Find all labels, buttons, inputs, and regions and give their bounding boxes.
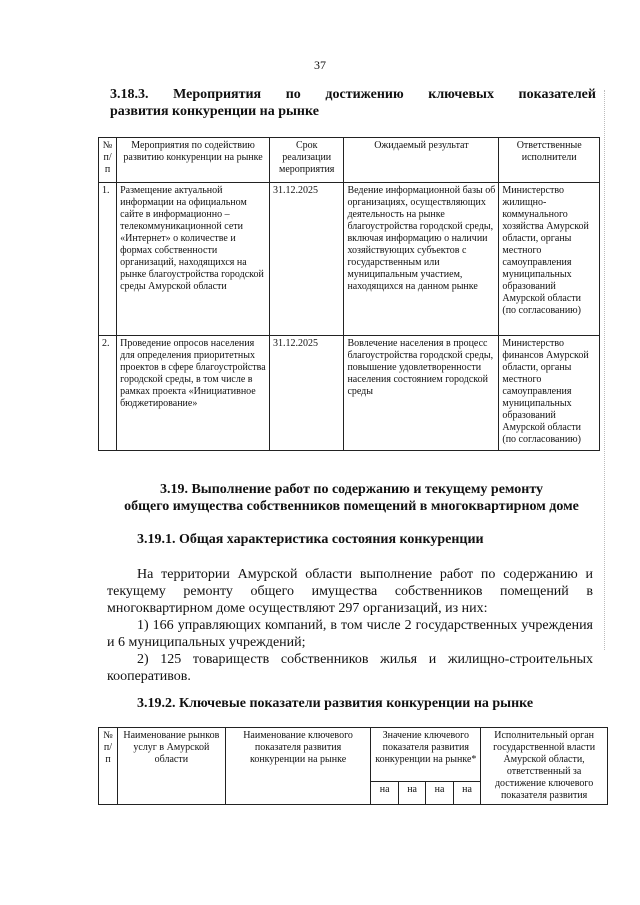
deadline-cell: 31.12.2025 [270, 183, 344, 336]
table-row [99, 183, 600, 336]
indicators-table [98, 727, 608, 805]
row-number: 1. [99, 183, 117, 336]
measure-cell: Размещение актуальной информации на официальном сайте в информационно – телекоммуникационной сети «Интернет» о количестве и формах собственности организаций, находящихся на рынке благоустройства городской среды Амурской области [117, 183, 270, 336]
header-cell: № п/п [99, 138, 117, 183]
heading-line-1: 3.19. Выполнение работ по содержанию и текущему ремонту [159, 482, 544, 497]
heading-word: ключевых [428, 87, 494, 102]
scan-edge-mark [604, 90, 606, 650]
heading-word: Мероприятия [173, 87, 262, 102]
result-cell: Ведение информационной базы об организациях, осуществляющих деятельность на рынке благоустройства городской среды, включая информацию о наличии хозяйствующих субъектов с государственным или муниципальным участием, находящихся на данном рынке [344, 183, 499, 336]
measures-table [98, 137, 600, 451]
header-cell: Значение ключевого показателя развития конкуренции на рынке* [371, 728, 481, 782]
table-header-row [99, 728, 608, 782]
heading-word: показателей [518, 87, 596, 102]
responsible-cell: Министерство финансов Амурской области, органы местного самоуправления муниципальных образований Амурской области (по согласованию) [499, 336, 600, 451]
section-3-19-heading [107, 481, 596, 515]
table-header-row [99, 138, 600, 183]
heading-word: достижению [325, 87, 404, 102]
heading-word: по [285, 87, 301, 102]
section-3-19-1-heading: 3.19.1. Общая характеристика состояния конкуренции [137, 532, 484, 547]
deadline-cell: 31.12.2025 [270, 336, 344, 451]
result-cell: Вовлечение населения в процесс благоустройства городской среды, повышение удовлетворенности населения состоянием городской среды [344, 336, 499, 451]
header-cell: Наименование рынков услуг в Амурской области [118, 728, 226, 805]
subheader-cell: на [398, 782, 425, 805]
section-number: 3.18.3. [110, 87, 149, 102]
paragraph: На территории Амурской области выполнение работ по содержанию и текущему ремонту общего имущества собственников помещений в многоквартирном доме осуществляют 297 организаций, из них: [107, 567, 593, 616]
subheader-cell: на [453, 782, 480, 805]
section-3-18-3-heading [110, 86, 596, 120]
measure-cell: Проведение опросов населения для определения приоритетных проектов в сфере благоустройства городской среды, в том числе в рамках проекта «Инициативное бюджетирование» [117, 336, 270, 451]
section-3-19-2-heading: 3.19.2. Ключевые показатели развития конкуренции на рынке [137, 696, 534, 711]
subheader-cell: на [426, 782, 453, 805]
row-number: 2. [99, 336, 117, 451]
header-cell: Мероприятия по содействию развитию конкуренции на рынке [117, 138, 270, 183]
subheader-cell: на [371, 782, 398, 805]
header-cell: Ответственные исполнители [499, 138, 600, 183]
header-cell: Исполнительный орган государственной власти Амурской области, ответственный за достижение ключевого показателя развития [481, 728, 608, 805]
heading-line-2: развития конкуренции на рынке [110, 104, 319, 119]
page-number: 37 [314, 58, 326, 72]
list-item: 1) 166 управляющих компаний, в том числе 2 государственных учреждения и 6 муниципальных учреждений; [107, 618, 593, 650]
header-cell: Ожидаемый результат [344, 138, 499, 183]
table-row [99, 336, 600, 451]
responsible-cell: Министерство жилищно-коммунального хозяйства Амурской области, органы местного самоуправления муниципальных образований Амурской области (по согласованию) [499, 183, 600, 336]
header-cell: № п/п [99, 728, 118, 805]
heading-line-2: общего имущества собственников помещений в многоквартирном доме [124, 499, 579, 514]
header-cell: Срок реализации мероприятия [270, 138, 344, 183]
header-cell: Наименование ключевого показателя развития конкуренции на рынке [225, 728, 371, 805]
list-item: 2) 125 товариществ собственников жилья и жилищно-строительных кооперативов. [107, 652, 593, 684]
